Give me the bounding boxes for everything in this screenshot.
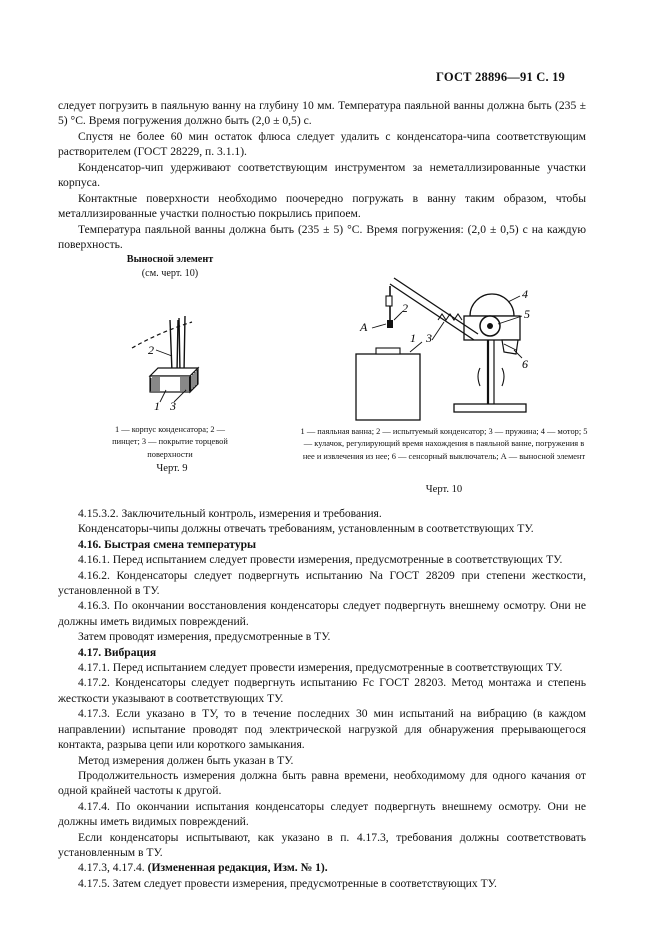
fig10-label-3: 3 — [426, 331, 432, 345]
fig10-drawing — [350, 276, 570, 426]
paragraph-immersion-depth: следует погрузить в паяльную ванну на глубину 10 мм. Температура паяльной ванны должна быть (235 ± 5) °С. Время погружения должно быть (2,0 ± 0,5) с. — [58, 99, 586, 128]
edition-ref: 4.17.3, 4.17.4. — [78, 861, 145, 875]
fig10-solder-bath — [356, 354, 420, 420]
fig9-subtitle: (см. черт. 10) — [141, 268, 199, 279]
fig10-base — [454, 404, 526, 412]
fig10-label-6: 6 — [522, 357, 528, 371]
fig9-label-1: 1 — [154, 399, 160, 413]
paragraph-bath-temperature: Температура паяльной ванны должна быть (235 ± 5) °С. Время погружения: (2,0 ± 0,5) с на каждую поверхность. — [58, 223, 586, 252]
fig9-caption: 1 — корпус конденсатора; 2 — пинцет; 3 — покрытие торцевой поверхности — [112, 425, 228, 459]
paragraph-flux-removal: Спустя не более 60 мин остаток флюса следует удалить с конденсатора-чипа соответствующим растворителем (ГОСТ 28229, п. 3.1.1). — [58, 130, 586, 159]
para-4-16-3: 4.16.3. По окончании восстановления конденсаторы следует подвергнуть внешнему осмотру. Они не должны иметь видимых повреждений. — [58, 599, 586, 628]
para-4-17-3-c: Продолжительность измерения должна быть равна времени, необходимому для одного качания от одной крайней частоты к другой. — [58, 768, 586, 798]
para-4-16-2: 4.16.2. Конденсаторы следует подвергнуть испытанию Na ГОСТ 28209 при степени жесткости, установленной в ТУ. — [58, 568, 586, 598]
fig10-name: Черт. 10 — [425, 484, 463, 495]
para-edition-note — [58, 860, 586, 875]
fig10-caption: 1 — паяльная ванна; 2 — испытуемый конденсатор; 3 — пружина; 4 — мотор; 5 — кулачок, регулирующий время нахождения в паяльной ванне, погружения в нее и извлечения из нее; 6 — сенсорный выключатель; А — выносной элемент — [300, 427, 588, 461]
fig9-drawing — [130, 310, 240, 420]
edition-bold: (Измененная редакция, Изм. № 1). — [147, 861, 328, 875]
body-text — [58, 506, 586, 891]
fig10-label-5: 5 — [524, 307, 530, 321]
para-4-17-1: 4.17.1. Перед испытанием следует провести измерения, предусмотренные в соответствующих ТУ. — [78, 661, 563, 675]
fig9-label-2: 2 — [148, 343, 154, 357]
page-header: ГОСТ 28896—91 С. 19 — [436, 70, 565, 84]
para-requirements: Конденсаторы-чипы должны отвечать требованиям, установленным в соответствующих ТУ. — [78, 522, 534, 536]
para-4-17-5: 4.17.5. Затем следует провести измерения, предусмотренные в соответствующих ТУ. — [78, 876, 497, 890]
fig10-label-1: 1 — [410, 331, 416, 345]
fig9-label-3: 3 — [170, 399, 176, 413]
fig10-motor — [470, 294, 514, 316]
fig9-capacitor-body — [150, 376, 190, 392]
para-4-15-3-2: 4.15.3.2. Заключительный контроль, измерения и требования. — [78, 507, 382, 520]
fig10-label-4: 4 — [522, 287, 528, 301]
fig9-boundary-line — [132, 322, 192, 348]
para-4-17-3-b: Метод измерения должен быть указан в ТУ. — [78, 753, 294, 767]
fig9-name: Черт. 9 — [156, 463, 188, 474]
fig9-title: Выносной элемент — [126, 254, 214, 265]
paragraph-holding: Конденсатор-чип удерживают соответствующим инструментом за неметаллизированные участки корпуса. — [58, 161, 586, 190]
para-4-17-4-b: Если конденсаторы испытывают, как указано в п. 4.17.3, требования должны соответствовать установленным в ТУ. — [58, 830, 586, 859]
para-4-16-3-b: Затем проводят измерения, предусмотренные в ТУ. — [78, 630, 331, 644]
paragraph-contact-surfaces: Контактные поверхности необходимо поочередно погружать в ванну таким образом, чтобы металлизированные участки полностью покрылись припоем. — [58, 192, 586, 221]
fig10-label-2: 2 — [402, 301, 408, 315]
para-4-17-4: 4.17.4. По окончании испытания конденсаторы следует подвергнуть внешнему осмотру. Они не должны иметь видимых повреждений. — [58, 799, 586, 829]
fig10-capacitor — [387, 320, 393, 328]
heading-4-17: 4.17. Вибрация — [78, 645, 157, 659]
fig10-label-A: А — [360, 320, 368, 334]
para-4-17-3: 4.17.3. Если указано в ТУ, то в течение последних 30 мин испытаний на вибрацию (в каждом направлении) испытание проводят под электрической нагрузкой для обнаружения прерывающегося контакта, разрыва цепи или короткого замыкания. — [58, 707, 586, 752]
para-4-16-1: 4.16.1. Перед испытанием следует провести измерения, предусмотренные в соответствующих ТУ. — [78, 553, 563, 567]
para-4-17-2: 4.17.2. Конденсаторы следует подвергнуть испытанию Fc ГОСТ 28203. Метод монтажа и степень жесткости указывают в соответствующих ТУ. — [58, 676, 586, 705]
heading-4-16: 4.16. Быстрая смена температуры — [78, 537, 257, 551]
